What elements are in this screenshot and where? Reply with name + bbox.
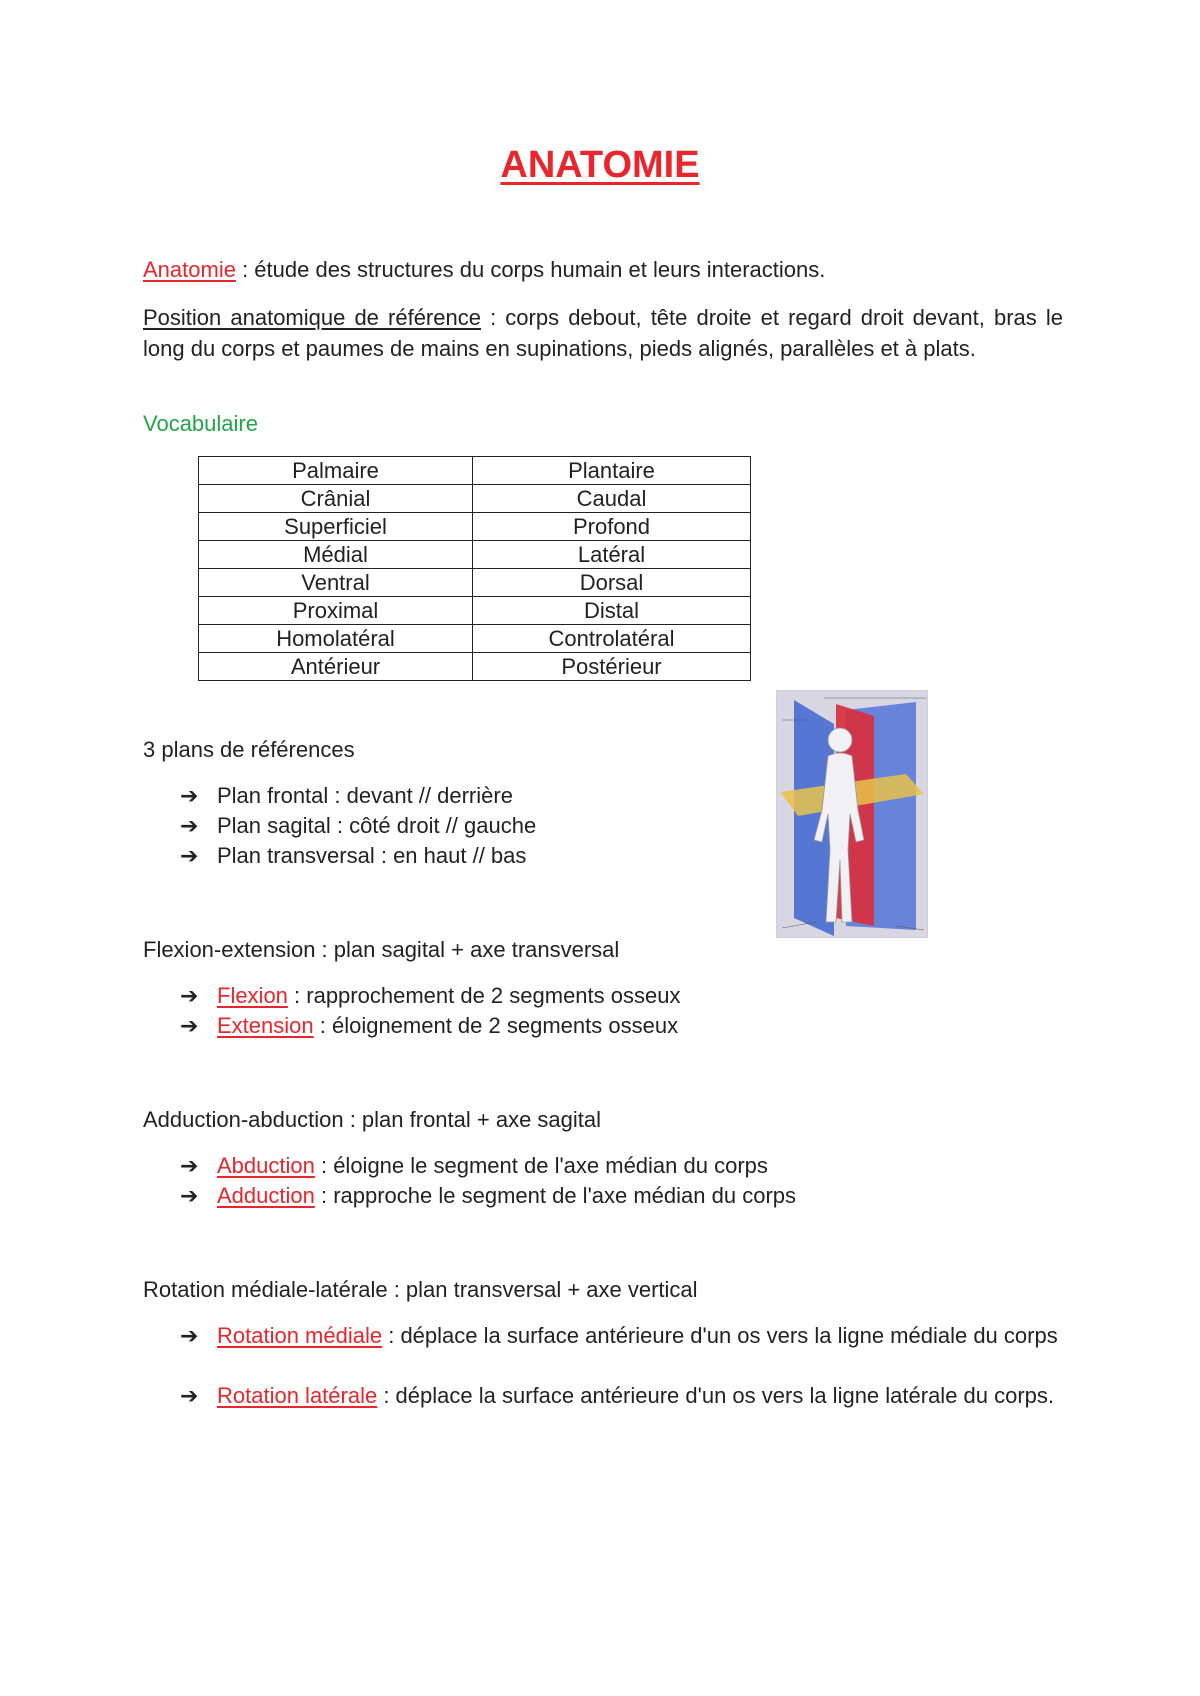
anatomical-planes-illustration [776, 690, 928, 938]
definition-abduction: : éloigne le segment de l'axe médian du corps [314, 1153, 768, 1178]
vocab-opposite: Plantaire [473, 457, 751, 485]
vocab-opposite: Distal [473, 597, 751, 625]
position-term: Position anatomique de référence [143, 305, 481, 330]
arrow-icon: ➔ [180, 983, 199, 1008]
arrow-icon: ➔ [180, 1383, 199, 1408]
table-row [199, 457, 751, 485]
vocabulary-table [198, 456, 751, 681]
arrow-icon: ➔ [180, 1183, 199, 1208]
definition-extension: : éloignement de 2 segments osseux [313, 1013, 679, 1038]
vocab-opposite: Latéral [473, 541, 751, 569]
plans-heading: 3 plans de références [143, 737, 355, 762]
definition-flexion: : rapprochement de 2 segments osseux [287, 983, 681, 1008]
vocab-opposite: Caudal [473, 485, 751, 513]
arrow-icon: ➔ [180, 843, 199, 868]
term-adduction: Adduction [217, 1183, 315, 1208]
table-row [199, 513, 751, 541]
vocab-term: Proximal [199, 597, 473, 625]
term-extension: Extension [217, 1013, 314, 1038]
flexion-heading: Flexion-extension : plan sagital + axe transversal [143, 937, 620, 962]
vocabulary-heading: Vocabulaire [143, 411, 258, 436]
definition-rotation-mediale: : déplace la surface antérieure d'un os vers la ligne médiale du corps [382, 1323, 1058, 1348]
vocab-term: Palmaire [199, 457, 473, 485]
rotation-heading: Rotation médiale-latérale : plan transversal + axe vertical [143, 1277, 698, 1302]
table-row [199, 597, 751, 625]
table-row [199, 653, 751, 681]
definition-text: : étude des structures du corps humain et leurs interactions. [235, 257, 826, 282]
vocab-term: Médial [199, 541, 473, 569]
arrow-icon: ➔ [180, 1323, 199, 1348]
arrow-icon: ➔ [180, 783, 199, 808]
definition-adduction: : rapproche le segment de l'axe médian du corps [314, 1183, 797, 1208]
vocab-term: Crânial [199, 485, 473, 513]
arrow-icon: ➔ [180, 1013, 199, 1038]
vocab-term: Antérieur [199, 653, 473, 681]
vocab-term: Superficiel [199, 513, 473, 541]
vocab-opposite: Controlatéral [473, 625, 751, 653]
vocab-opposite: Profond [473, 513, 751, 541]
term-rotation-mediale: Rotation médiale [217, 1323, 383, 1348]
vocab-opposite: Dorsal [473, 569, 751, 597]
position-text: : corps debout, tête droite et regard droit devant, bras le long du corps et paumes de mains en supinations, pieds alignés, parallèles et à plats. [143, 305, 1063, 361]
vocab-term: Homolatéral [199, 625, 473, 653]
term-flexion: Flexion [217, 983, 288, 1008]
term-abduction: Abduction [217, 1153, 315, 1178]
vocab-opposite: Postérieur [473, 653, 751, 681]
vocab-term: Ventral [199, 569, 473, 597]
definition-term: Anatomie [143, 257, 236, 282]
definition-paragraph [143, 254, 1063, 285]
plan-text: Plan transversal : en haut // bas [217, 843, 527, 868]
table-row [199, 485, 751, 513]
definition-rotation-laterale: : déplace la surface antérieure d'un os vers la ligne latérale du corps. [377, 1383, 1055, 1408]
position-paragraph [143, 302, 1063, 364]
abduction-heading: Adduction-abduction : plan frontal + axe sagital [143, 1107, 602, 1132]
anatomical-planes-figure [776, 690, 928, 938]
plan-text: Plan sagital : côté droit // gauche [217, 813, 537, 838]
table-row [199, 625, 751, 653]
plan-text: Plan frontal : devant // derrière [217, 783, 513, 808]
arrow-icon: ➔ [180, 1153, 199, 1178]
table-row [199, 541, 751, 569]
arrow-icon: ➔ [180, 813, 199, 838]
page-title: ANATOMIE [500, 144, 700, 186]
term-rotation-laterale: Rotation latérale [217, 1383, 378, 1408]
table-row [199, 569, 751, 597]
